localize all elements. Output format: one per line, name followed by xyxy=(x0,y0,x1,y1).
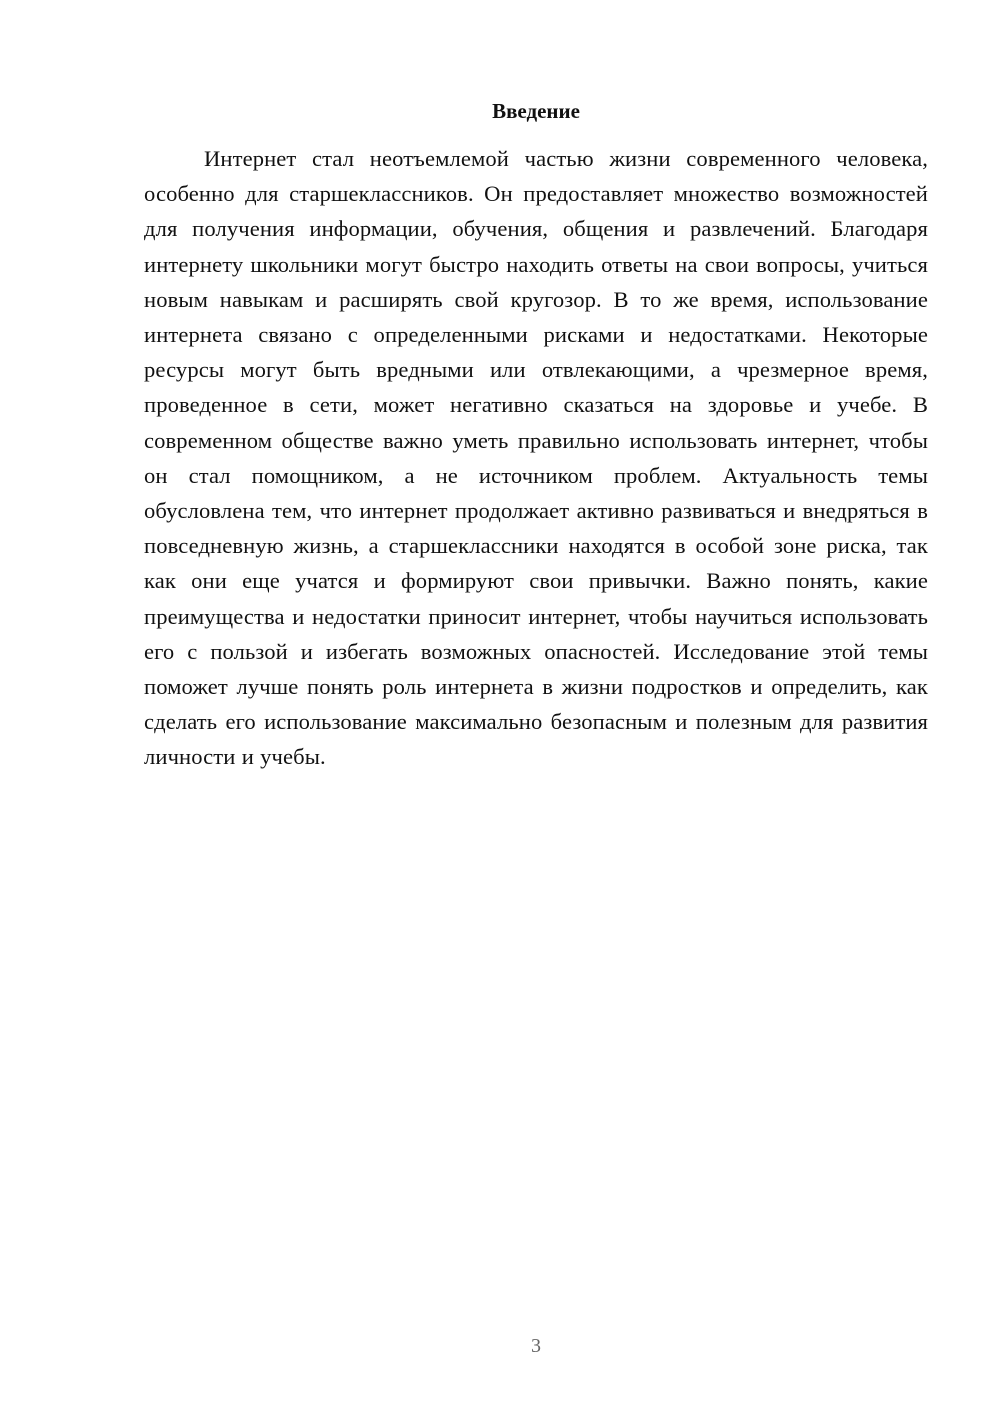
body-paragraph: Интернет стал неотъемлемой частью жизни современного человека, особенно для старшеклассников. Он предоставляет множество возможностей для получения информации, обучения, общения и развлечений. Благодаря интернету школьники могут быстро находить ответы на свои вопросы, учиться новым навыкам и расширять свой кругозор. В то же время, использование интернета связано с определенными рисками и недостатками. Некоторые ресурсы могут быть вредными или отвлекающими, а чрезмерное время, проведенное в сети, может негативно сказаться на здоровье и учебе. В современном обществе важно уметь правильно использовать интернет, чтобы он стал помощником, а не источником проблем. Актуальность темы обусловлена тем, что интернет продолжает активно развиваться и внедряться в повседневную жизнь, а старшеклассники находятся в особой зоне риска, так как они еще учатся и формируют свои привычки. Важно понять, какие преимущества и недостатки приносит интернет, чтобы научиться использовать его с пользой и избегать возможных опасностей. Исследование этой темы поможет лучше понять роль интернета в жизни подростков и определить, как сделать его использование максимально безопасным и полезным для развития личности и учебы. xyxy=(144,146,928,770)
page-number: 3 xyxy=(531,1335,541,1357)
section-heading: Введение xyxy=(492,99,580,123)
